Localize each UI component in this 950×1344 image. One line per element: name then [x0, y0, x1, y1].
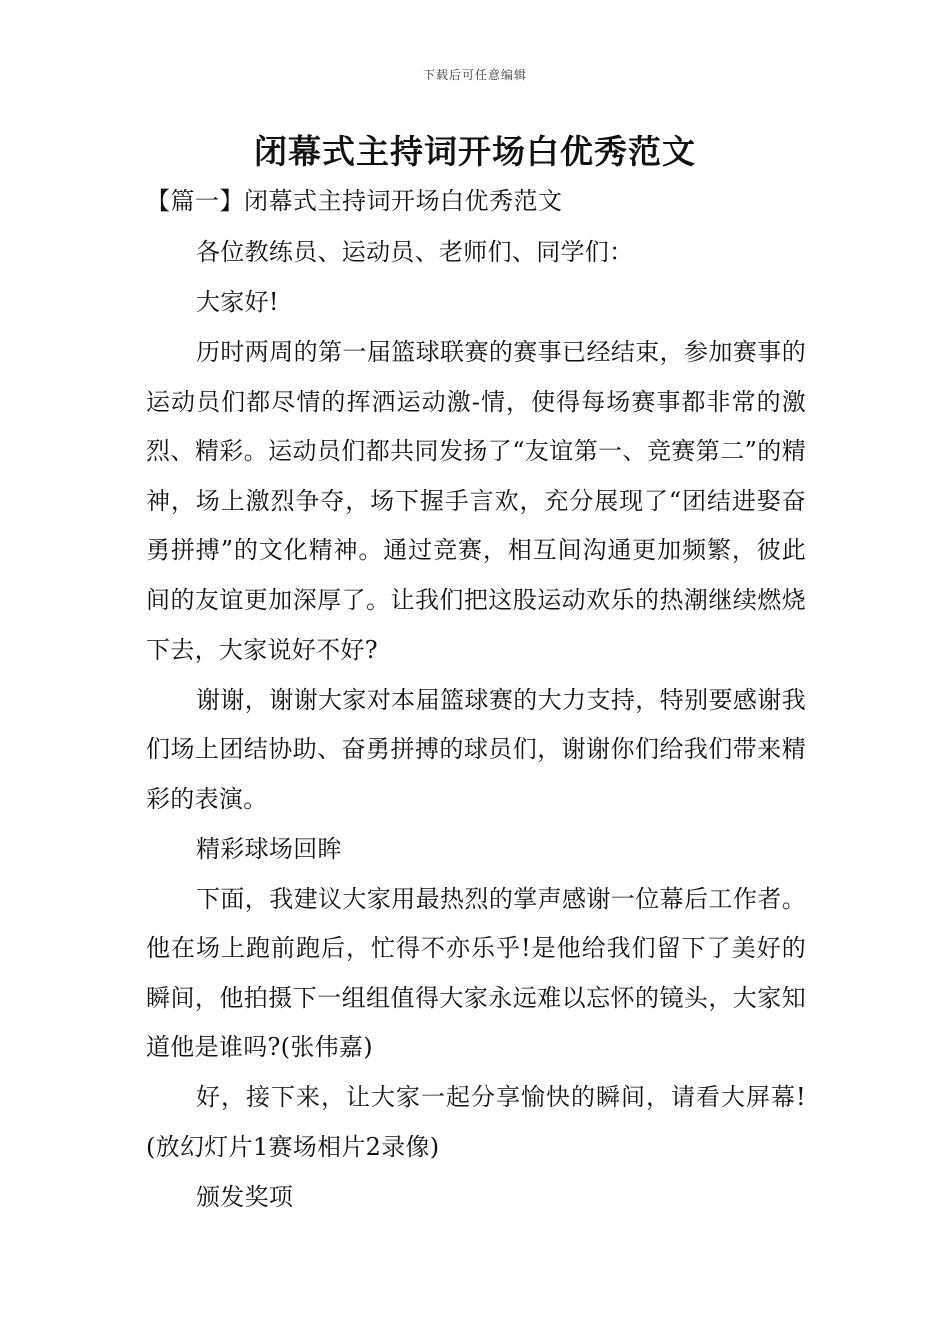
document-body	[146, 228, 806, 1223]
paragraph-highlights: 精彩球场回眸	[196, 834, 342, 863]
section-heading: 【篇一】闭幕式主持词开场白优秀范文	[146, 187, 563, 215]
paragraph-photographer: 下面，我建议大家用最热烈的掌声感谢一位幕后工作者。他在场上跑前跑后，忙得不亦乐乎!是他给我们留下了美好的瞬间，他拍摄下一组组值得大家永远难以忘怀的镜头，大家知道他是谁吗?(张伟嘉)	[146, 884, 806, 1062]
paragraph-thanks: 谢谢，谢谢大家对本届篮球赛的大力支持，特别要感谢我们场上团结协助、奋勇拼搏的球员们，谢谢你们给我们带来精彩的表演。	[146, 685, 806, 813]
header-note: 下载后可任意编辑	[422, 68, 527, 82]
paragraph-hello: 大家好!	[196, 287, 279, 316]
paragraph-summary: 历时两周的第一届篮球联赛的赛事已经结束，参加赛事的运动员们都尽情的挥洒运动激-情，使得每场赛事都非常的激烈、精彩。运动员们都共同发扬了“友谊第一、竞赛第二”的精神，场上激烈争夺，场下握手言欢，充分展现了“团结进娶奋勇拼搏”的文化精神。通过竞赛，相互间沟通更加频繁，彼此间的友谊更加深厚了。让我们把这股运动欢乐的热潮继续燃烧下去，大家说好不好?	[146, 337, 806, 664]
paragraph-slideshow: 好，接下来，让大家一起分享愉快的瞬间，请看大屏幕!(放幻灯片1赛场相片2录像)	[146, 1083, 806, 1162]
paragraph-greeting: 各位教练员、运动员、老师们、同学们：	[196, 238, 634, 266]
paragraph-awards: 颁发奖项	[196, 1183, 294, 1212]
document-title: 闭幕式主持词开场白优秀范文	[254, 132, 696, 171]
